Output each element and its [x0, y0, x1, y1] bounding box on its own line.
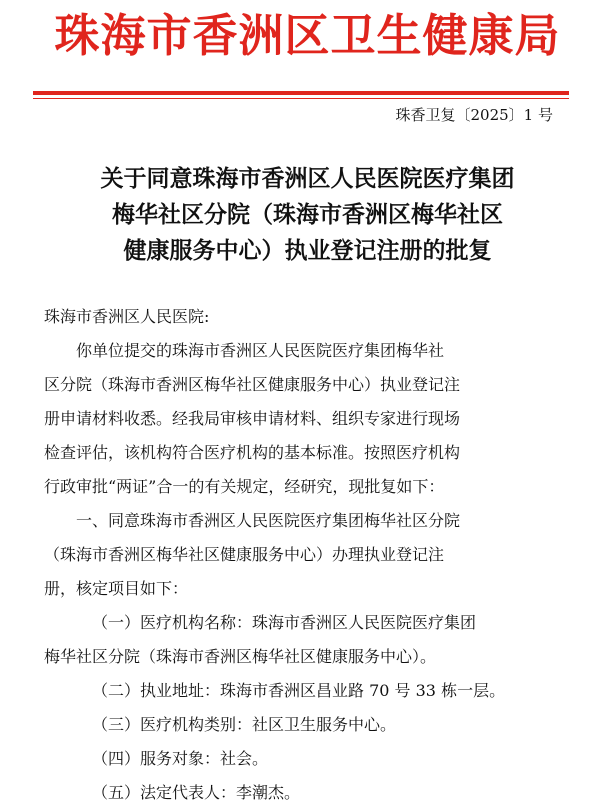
list-item: （五）法定代表人：李潮杰。 — [92, 783, 301, 802]
list-item: （三）医疗机构类别：社区卫生服务中心。 — [92, 715, 397, 734]
title-line: 健康服务中心）执业登记注册的批复 — [123, 238, 492, 264]
masthead-rule-thin — [33, 98, 569, 99]
list-item: （四）服务对象：社会。 — [92, 749, 269, 768]
addressee: 珠海市香洲区人民医院: — [44, 307, 210, 326]
paragraph-line: 册，核定项目如下： — [44, 579, 189, 598]
paragraph-line: 你单位提交的珠海市香洲区人民医院医疗集团梅华社 — [76, 341, 445, 360]
paragraph-line: （珠海市香洲区梅华社区健康服务中心）办理执业登记注 — [44, 545, 445, 564]
paragraph-line: 册申请材料收悉。经我局审核申请材料、组织专家进行现场 — [44, 409, 461, 428]
document-title — [30, 161, 585, 269]
masthead-rule-thick — [33, 91, 569, 95]
masthead-org-name: 珠海市香洲区卫生健康局 — [54, 9, 561, 62]
list-item: （一）医疗机构名称：珠海市香洲区人民医院医疗集团 — [92, 613, 477, 632]
title-line: 关于同意珠海市香洲区人民医院医疗集团 — [100, 166, 515, 192]
paragraph-line: 检查评估，该机构符合医疗机构的基本标准。按照医疗机构 — [44, 443, 461, 462]
list-item: （二）执业地址：珠海市香洲区昌业路 70 号 33 栋一层。 — [92, 681, 506, 700]
list-item: 梅华社区分院（珠海市香洲区梅华社区健康服务中心）。 — [44, 647, 437, 666]
paragraph-line: 一、同意珠海市香洲区人民医院医疗集团梅华社区分院 — [76, 511, 461, 530]
paragraph-line: 行政审批“两证”合一的有关规定，经研究，现批复如下： — [44, 477, 445, 496]
title-line: 梅华社区分院（珠海市香洲区梅华社区 — [112, 202, 503, 228]
document-number: 珠香卫复〔2025〕1 号 — [395, 106, 553, 124]
paragraph-line: 区分院（珠海市香洲区梅华社区健康服务中心）执业登记注 — [44, 375, 461, 394]
document-body — [44, 300, 580, 810]
